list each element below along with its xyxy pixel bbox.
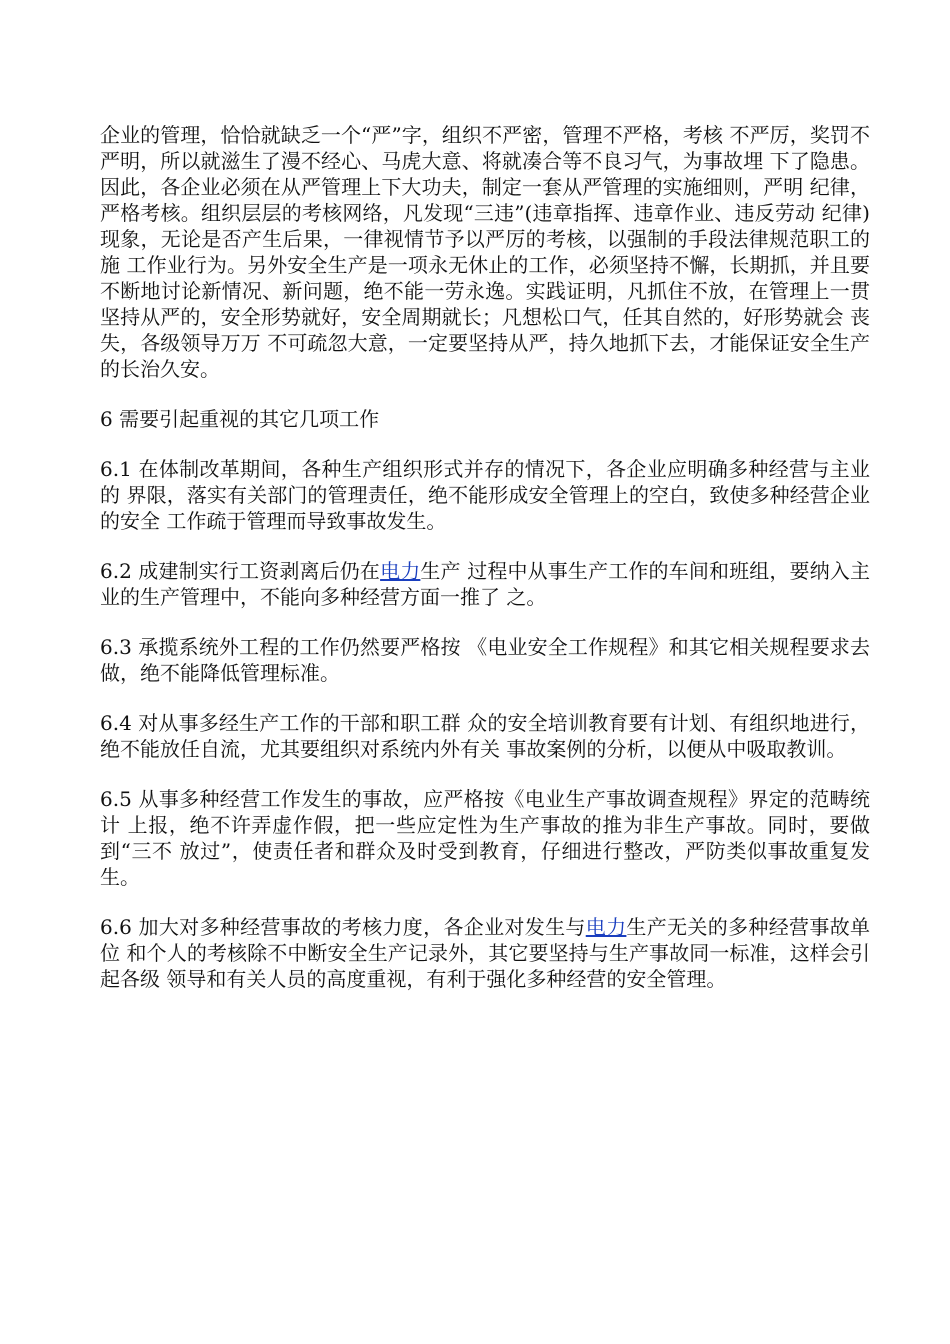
item-6-4: 6.4 对从事多经生产工作的干部和职工群 众的安全培训教育要有计划、有组织地进行，绝不能放任自流，尤其要组织对系统内外有关 事故案例的分析，以便从中吸取教训。 <box>100 711 870 761</box>
item-6-2-text-before: 6.2 成建制实行工资剥离后仍在 <box>100 559 381 583</box>
electric-power-link[interactable]: 电力 <box>380 559 421 583</box>
item-6-6-text-after: 生产无关的多种经营事故单位 和个人的考核除不中断安全生产记录外，其它要坚持与生产事故同一标准，这样会引起各级 领导和有关人员的高度重视，有利于强化多种经营的安全管理。 <box>100 915 871 991</box>
item-6-6-text-before: 6.6 加大对多种经营事故的考核力度，各企业对发生与 <box>100 915 586 939</box>
intro-paragraph: 企业的管理，恰恰就缺乏一个“严”字，组织不严密，管理不严格，考核 不严厉，奖罚不严明，所以就滋生了漫不经心、马虎大意、将就凑合等不良习气，为事故埋 下了隐患。因此，各企业必须在从严管理上下大功夫，制定一套从严管理的实施细则，严明 纪律，严格考核。组织层层的考核网络，凡发现“三违”(违章指挥、违章作业、违反劳动 纪律)现象，无论是否产生后果，一律视情节予以严厉的考核，以强制的手段法律规范职工的施 工作业行为。另外安全生产是一项永无休止的工作，必须坚持不懈，长期抓，并且要不断地讨论新情况、新问题，绝不能一劳永逸。实践证明，凡抓住不放，在管理上一贯坚持从严的，安全形势就好，安全周期就长；凡想松口气，任其自然的，好形势就会 丧失，各级领导万万 不可疏忽大意，一定要坚持从严，持久地抓下去，才能保证安全生产的长治久安。 <box>100 123 870 381</box>
item-6-1: 6.1 在体制改革期间，各种生产组织形式并存的情况下，各企业应明确多种经营与主业的 界限，落实有关部门的管理责任，绝不能形成安全管理上的空白，致使多种经营企业的安全 工作疏于管理而导致事故发生。 <box>100 457 870 533</box>
item-6-2-text-after: 生产 过程中从事生产工作的车间和班组，要纳入主业的生产管理中，不能向多种经营方面一推了 之。 <box>100 559 870 609</box>
item-6-6 <box>100 914 870 992</box>
item-6-5: 6.5 从事多种经营工作发生的事故，应严格按《电业生产事故调查规程》界定的范畴统计 上报，绝不许弄虚作假，把一些应定性为生产事故的推为非生产事故。同时，要做到“三不 放过”，使责任者和群众及时受到教育，仔细进行整改，严防类似事故重复发生。 <box>100 787 870 889</box>
item-6-3: 6.3 承揽系统外工程的工作仍然要严格按 《电业安全工作规程》和其它相关规程要求去做，绝不能降低管理标准。 <box>100 635 870 685</box>
document-body <box>100 122 870 1016</box>
item-6-2 <box>100 558 870 610</box>
section-heading: 6 需要引起重视的其它几项工作 <box>100 407 380 431</box>
electric-power-link[interactable]: 电力 <box>585 915 627 939</box>
